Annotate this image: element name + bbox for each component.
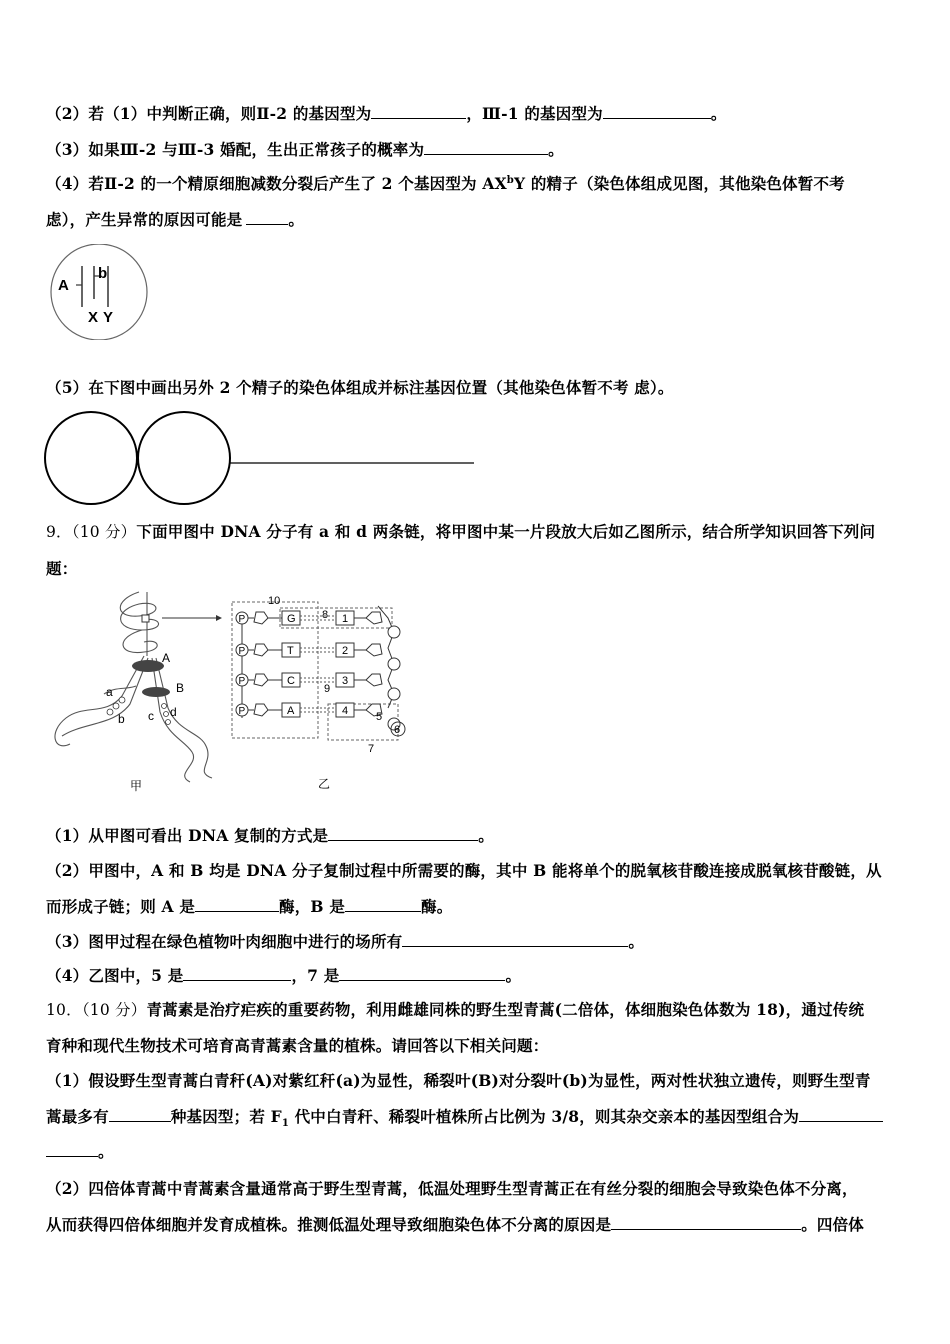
answer-blank[interactable] bbox=[109, 1107, 171, 1122]
label-strand-d: d bbox=[170, 705, 177, 719]
phosphate bbox=[388, 658, 400, 670]
caption-jia: 甲 bbox=[130, 779, 143, 793]
label-7: 7 bbox=[368, 743, 375, 755]
phosphate-label: P bbox=[238, 676, 246, 687]
label-6: 6 bbox=[394, 724, 401, 736]
answer-blank[interactable] bbox=[345, 897, 421, 912]
enzyme-A bbox=[132, 660, 164, 672]
base-left-label: C bbox=[287, 675, 295, 687]
label-9: 9 bbox=[324, 683, 331, 695]
q10-part2-cont: 从而获得四倍体细胞并发育成植株。推测低温处理导致细胞染色体不分离的原因是 。四倍体 bbox=[46, 1215, 865, 1234]
helix-mid bbox=[123, 630, 157, 653]
helix-top bbox=[120, 592, 158, 630]
answer-blank[interactable] bbox=[611, 1215, 801, 1230]
answer-blank[interactable] bbox=[328, 826, 478, 841]
answer-blank[interactable] bbox=[371, 104, 466, 119]
figure-yi bbox=[228, 592, 418, 796]
phosphate bbox=[388, 688, 400, 700]
arrow-head bbox=[216, 615, 222, 621]
label-enzyme-B: B bbox=[176, 681, 185, 695]
base-left-label: T bbox=[287, 645, 294, 657]
answer-blank[interactable] bbox=[339, 966, 505, 981]
base-left-label: G bbox=[287, 613, 296, 625]
label-8: 8 bbox=[322, 609, 329, 621]
deoxyribose bbox=[254, 674, 268, 686]
strand-b bbox=[62, 658, 148, 736]
deoxyribose bbox=[366, 644, 382, 656]
q10-part1-cont: 蒿最多有 种基因型；若 $F_1$ 代中白青秆、稀裂叶植株所占比例为 3/8，则其杂交亲本的基因型组合为 bbox=[46, 1105, 883, 1129]
phosphate-label: P bbox=[238, 706, 246, 717]
q9-stem-cont: 题： bbox=[46, 559, 78, 578]
sperm-chromosome-figure bbox=[48, 244, 152, 340]
deoxyribose bbox=[254, 612, 268, 624]
label-5: 5 bbox=[376, 711, 383, 723]
answer-blank[interactable] bbox=[603, 104, 711, 119]
q9-part4: （4）乙图中，5 是 ，7 是 。 bbox=[46, 966, 522, 985]
q9-part2: （2）甲图中，A 和 B 均是 DNA 分子复制过程中所需要的酶，其中 B 能将单个的脱氧核苷酸连接成脱氧核苷酸链，从 bbox=[46, 861, 882, 880]
phosphate-label: P bbox=[238, 614, 246, 625]
nucleotide bbox=[113, 703, 119, 709]
sperm-circle-1[interactable] bbox=[45, 412, 137, 504]
nucleotide bbox=[162, 704, 167, 709]
phosphate-label: P bbox=[238, 646, 246, 657]
q9-part3: （3）图甲过程在绿色植物叶肉细胞中进行的场所有 。 bbox=[46, 932, 645, 951]
q8-part5: （5）在下图中画出另外 2 个精子的染色体组成并标注基因位置（其他染色体暂不考 虑）。 bbox=[46, 378, 674, 397]
answer-blank[interactable] bbox=[799, 1107, 883, 1122]
answer-blank[interactable] bbox=[402, 932, 628, 947]
answer-blank[interactable] bbox=[183, 966, 291, 981]
nucleotide bbox=[119, 697, 125, 703]
base-right-label: 3 bbox=[342, 675, 349, 687]
nucleotide bbox=[164, 712, 169, 717]
label-strand-c: c bbox=[148, 709, 154, 723]
q8-part3: （3）如果Ⅲ-2 与Ⅲ-3 婚配，生出正常孩子的概率为 。 bbox=[46, 140, 564, 159]
nucleotide bbox=[166, 720, 171, 725]
nucleotide bbox=[107, 709, 113, 715]
q10-stem: 10．（10 分）青蒿素是治疗疟疾的重要药物，利用雌雄同株的野生型青蒿(二倍体，体细胞染色体数为 18)，通过传统 bbox=[46, 1000, 865, 1019]
base-right-label: 4 bbox=[342, 705, 349, 717]
label-Y: Y bbox=[103, 309, 114, 326]
q10-part1-end: 。 bbox=[46, 1140, 114, 1162]
deoxyribose bbox=[254, 644, 268, 656]
q9-part1: （1）从甲图可看出 DNA 复制的方式是 。 bbox=[46, 826, 494, 845]
label-enzyme-A: A bbox=[162, 651, 171, 665]
enzyme-B bbox=[142, 687, 170, 697]
base-right-label: 2 bbox=[342, 645, 349, 657]
answer-blank[interactable] bbox=[46, 1142, 98, 1157]
answer-blank[interactable] bbox=[424, 140, 548, 155]
base-left-label: A bbox=[287, 705, 295, 717]
q8-part4: （4）若Ⅱ-2 的一个精原细胞减数分裂后产生了 2 个基因型为 $AX^bY$ 的精子（染色体组成见图，其他染色体暂不考 bbox=[46, 174, 845, 193]
q10-part2: （2）四倍体青蒿中青蒿素含量通常高于野生型青蒿，低温处理野生型青蒿正在有丝分裂的细胞会导致染色体不分离， bbox=[46, 1179, 858, 1198]
label-A: A bbox=[58, 277, 69, 294]
label-b: b bbox=[98, 265, 108, 282]
q10-stem-cont: 育种和现代生物技术可培育高青蒿素含量的植株。请回答以下相关问题： bbox=[46, 1036, 549, 1055]
magnified-box bbox=[142, 615, 149, 622]
answer-blank[interactable] bbox=[195, 897, 279, 912]
label-strand-b: b bbox=[118, 712, 125, 726]
deoxyribose bbox=[254, 704, 268, 716]
base-right-label: 1 bbox=[342, 613, 349, 625]
sperm-circle-2[interactable] bbox=[138, 412, 230, 504]
q10-part1: （1）假设野生型青蒿白青秆(A)对紫红秆(a)为显性，稀裂叶(B)对分裂叶(b)为显性，两对性状独立遗传，则野生型青 bbox=[46, 1071, 871, 1090]
strand-d bbox=[156, 658, 212, 778]
q9-part2-cont: 而形成子链；则 A 是 酶，B 是 酶。 bbox=[46, 897, 453, 916]
caption-yi: 乙 bbox=[318, 777, 331, 791]
drawing-area[interactable] bbox=[44, 410, 484, 506]
q8-part4-cont: 虑），产生异常的原因可能是 。 bbox=[46, 210, 305, 229]
q9-stem: 9．（10 分）下面甲图中 DNA 分子有 a 和 d 两条链，将甲图中某一片段放大后如乙图所示，结合所学知识回答下列问 bbox=[46, 522, 876, 541]
strand-c bbox=[152, 658, 194, 782]
label-X: X bbox=[88, 309, 99, 326]
answer-blank[interactable] bbox=[246, 210, 288, 225]
label-10: 10 bbox=[268, 595, 281, 607]
deoxyribose bbox=[366, 674, 382, 686]
deoxyribose bbox=[366, 612, 382, 624]
figure-jia bbox=[44, 586, 244, 796]
label-strand-a: a bbox=[106, 685, 113, 699]
phosphate bbox=[388, 626, 400, 638]
q8-part2: （2）若（1）中判断正确，则Ⅱ-2 的基因型为 ，Ⅲ-1 的基因型为 。 bbox=[46, 104, 727, 123]
